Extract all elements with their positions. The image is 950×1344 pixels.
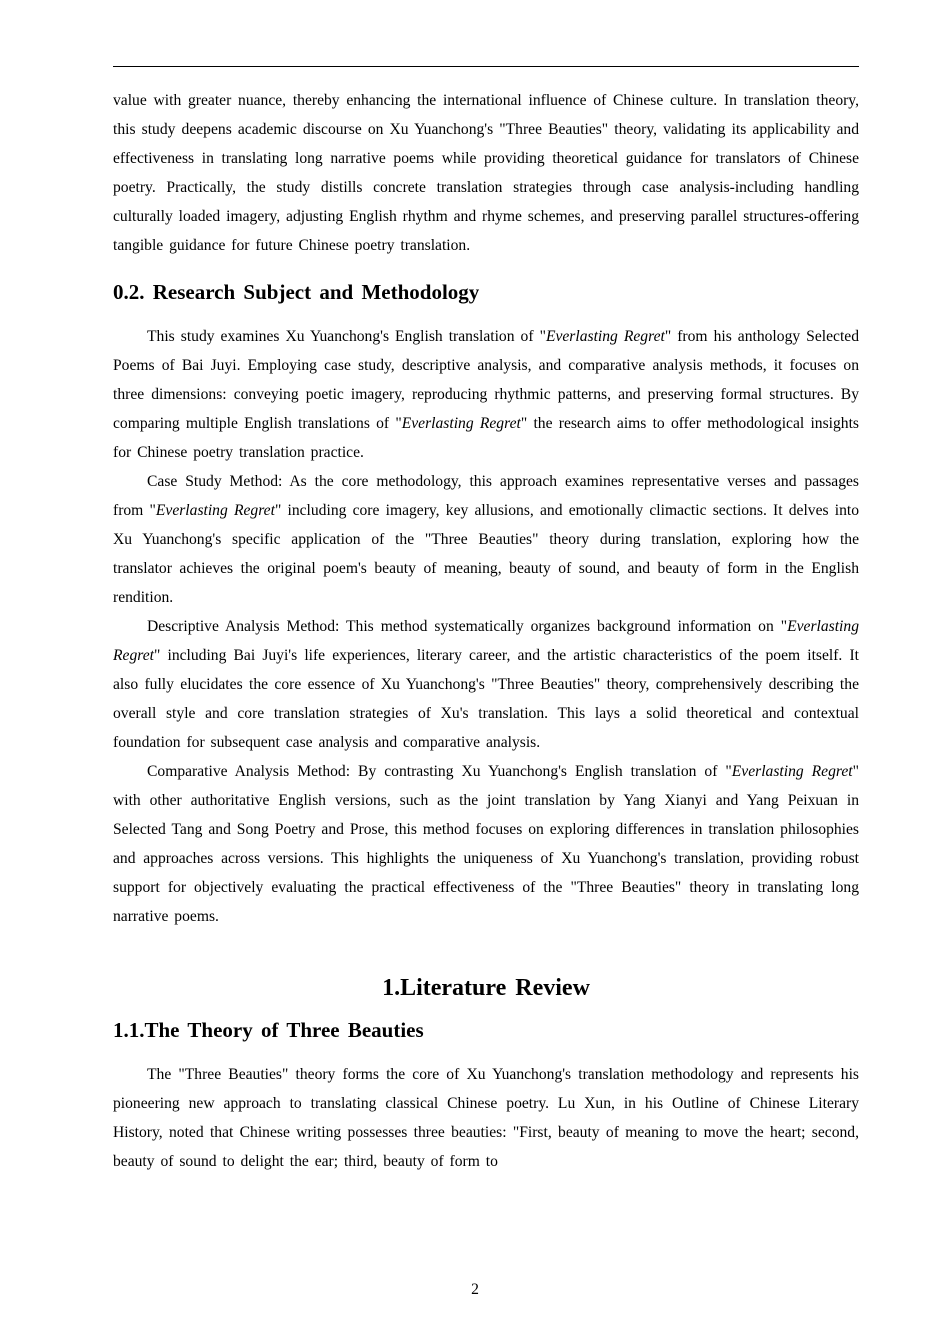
header-rule [113, 66, 859, 67]
three-beauties-paragraph: The "Three Beauties" theory forms the core of Xu Yuanchong's translation methodology and represents his pioneering new approach to translating classical Chinese poetry. Lu Xun, in his Outline of Chinese Literary History, noted that Chinese writing possesses three beauties: "First, beauty of meaning to move the heart; second, beauty of sound to delight the ear; third, beauty of form to [113, 1066, 859, 1170]
text-run: Descriptive Analysis Method: This method systematically organizes background information on " [147, 618, 788, 635]
descriptive-analysis-paragraph [113, 612, 859, 757]
section-heading-research-subject: 0.2. Research Subject and Methodology [113, 280, 480, 304]
text-run: " the research aims to offer methodological insights for Chinese poetry translation practice. [113, 415, 859, 461]
text-run: This study examines Xu Yuanchong's English translation of " [147, 328, 546, 345]
poem-title: Everlasting Regret [545, 328, 665, 345]
chapter-heading-literature-review: 1.Literature Review [382, 975, 590, 1001]
research-subject-paragraph [113, 322, 859, 467]
text-run: " including core imagery, key allusions, and emotionally climactic sections. It delves into Xu Yuanchong's specific application of the "Three Beauties" theory during translation, exploring how the translator achieves the original poem's beauty of meaning, beauty of sound, and beauty of form in the English rendition. [113, 502, 860, 606]
page-number: 2 [471, 1281, 479, 1298]
comparative-analysis-paragraph [113, 757, 859, 931]
continued-paragraph: value with greater nuance, thereby enhancing the international influence of Chinese culture. In translation theory, this study deepens academic discourse on Xu Yuanchong's "Three Beauties" theory, validating its applicability and effectiveness in translating long narrative poems while providing theoretical guidance for translators of Chinese poetry. Practically, the study distills concrete translation strategies through case analysis-including handling culturally loaded imagery, adjusting English rhythm and rhyme schemes, and preserving parallel structures-offering tangible guidance for future Chinese poetry translation. [113, 92, 859, 254]
case-study-paragraph [113, 467, 859, 612]
poem-title: Everlasting Regret [113, 618, 859, 664]
poem-title: Everlasting Regret [731, 763, 853, 780]
page-body [113, 86, 859, 1176]
text-run: " from his anthology Selected Poems of Bai Juyi. Employing case study, descriptive analysis, and comparative analysis methods, it focuses on three dimensions: conveying poetic imagery, reproducing rhythmic patterns, and preserving formal structures. By comparing multiple English translations of " [113, 328, 859, 432]
section-heading-three-beauties: 1.1.The Theory of Three Beauties [113, 1018, 424, 1042]
poem-title: Everlasting Regret [401, 415, 521, 432]
text-run: " with other authoritative English versions, such as the joint translation by Yang Xianyi and Yang Peixuan in Selected Tang and Song Poetry and Prose, this method focuses on exploring differences in translation philosophies and approaches across versions. This highlights the uniqueness of Xu Yuanchong's translation, providing robust support for objectively evaluating the practical effectiveness of the "Three Beauties" theory in translating long narrative poems. [113, 763, 860, 925]
text-run: Case Study Method: As the core methodology, this approach examines representative verses and passages from " [113, 473, 859, 519]
poem-title: Everlasting Regret [155, 502, 275, 519]
text-run: Comparative Analysis Method: By contrasting Xu Yuanchong's English translation of " [147, 763, 732, 780]
text-run: " including Bai Juyi's life experiences, literary career, and the artistic characteristics of the poem itself. It also fully elucidates the core essence of Xu Yuanchong's "Three Beauties" theory, comprehensively describing the overall style and core translation strategies of Xu's translation. This lays a solid theoretical and contextual foundation for subsequent case analysis and comparative analysis. [113, 647, 859, 751]
